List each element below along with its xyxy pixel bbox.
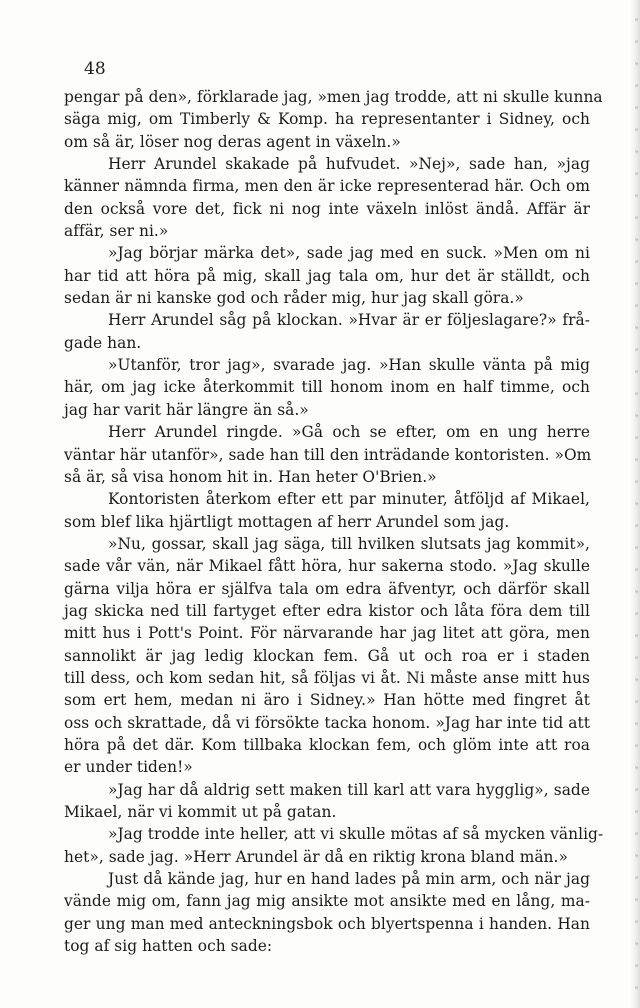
text-line: »Jag har då aldrig sett maken till karl att vara hygglig», sade xyxy=(108,780,590,799)
text-line: Herr Arundel ringde. »Gå och se efter, om en ung herre xyxy=(108,423,590,442)
page-number: 48 xyxy=(84,59,106,79)
text-line: mitt hus i Pott's Point. För närvarande har jag litet att göra, men xyxy=(64,624,590,643)
text-line: sannolikt är jag ledig klockan fem. Gå ut och roa er i staden xyxy=(64,646,590,665)
text-line: »Jag börjar märka det», sade jag med en suck. »Men om ni xyxy=(108,244,590,263)
text-line: jag skicka ned till fartyget efter edra kistor och låta föra dem till xyxy=(64,601,590,620)
text-line: ger ung man med anteckningsbok och blyertspenna i handen. Han xyxy=(64,914,590,933)
text-line: Just då kände jag, hur en hand lades på min arm, och när jag xyxy=(108,870,590,889)
text-line: sedan är ni kanske god och råder mig, hur jag skall göra.» xyxy=(64,289,524,308)
text-line: er under tiden!» xyxy=(64,758,193,777)
text-line: Kontoristen återkom efter ett par minuter, åtföljd af Mikael, xyxy=(108,490,590,509)
text-line: väntar här utanför», sade han till den inträdande kontoristen. »Om xyxy=(64,445,592,464)
text-line: Herr Arundel skakade på hufvudet. »Nej», sade han, »jag xyxy=(108,155,590,174)
body-text xyxy=(64,86,604,957)
text-line: vände mig om, fann jag mig ansikte mot ansikte med en lång, ma- xyxy=(64,892,590,911)
text-line: »Utanför, tror jag», svarade jag. »Han skulle vänta på mig xyxy=(108,356,590,375)
text-line: om så är, löser nog deras agent in växeln.» xyxy=(64,132,401,151)
text-line: gärna vilja höra er själfva tala om edra äfventyr, och därför skall xyxy=(64,579,590,598)
text-line: så är, så visa honom hit in. Han heter O'Brien.» xyxy=(64,467,437,486)
text-line: här, om jag icke återkommit till honom inom en half timme, och xyxy=(64,378,590,397)
text-line: het», sade jag. »Herr Arundel är då en riktig krona bland män.» xyxy=(64,847,568,866)
text-line: känner nämnda firma, men den är icke representerad här. Och om xyxy=(64,177,590,196)
text-line: »Nu, gossar, skall jag säga, till hvilken slutsats jag kommit», xyxy=(108,534,590,553)
text-line: affär, ser ni.» xyxy=(64,222,169,241)
text-line: oss och skrattade, då vi försökte tacka honom. »Jag har inte tid att xyxy=(64,713,590,732)
text-line: sade vår vän, när Mikael fått höra, hur sakerna stodo. »Jag skulle xyxy=(64,557,590,576)
text-line: pengar på den», förklarade jag, »men jag trodde, att ni skulle kunna xyxy=(64,88,603,106)
text-line: har tid att höra på mig, skall jag tala om, hur det är ställdt, och xyxy=(64,266,590,285)
text-line: som ert hem, medan ni äro i Sidney.» Han hötte med fingret åt xyxy=(64,691,590,710)
text-line: Herr Arundel såg på klockan. »Hvar är er följeslagare?» frå- xyxy=(108,311,590,330)
text-line: den också vore det, fick ni nog inte växeln inlöst ändå. Affär är xyxy=(64,199,590,218)
text-line: jag har varit här längre än så.» xyxy=(64,400,309,419)
text-line: tog af sig hatten och sade: xyxy=(64,937,273,956)
text-line: höra på det där. Kom tillbaka klockan fem, och glöm inte att roa xyxy=(64,735,590,754)
text-line: till dess, och kom sedan hit, så följas vi åt. Ni måste anse mitt hus xyxy=(64,668,590,687)
text-line: gade han. xyxy=(64,333,142,352)
page-edge-marks xyxy=(635,0,638,1008)
text-line: som blef lika hjärtligt mottagen af herr Arundel som jag. xyxy=(64,512,510,531)
text-line: Mikael, när vi kommit ut på gatan. xyxy=(64,803,337,821)
text-line: »Jag trodde inte heller, att vi skulle mötas af så mycken vänlig- xyxy=(108,825,604,844)
text-line: säga mig, om Timberly & Komp. ha representanter i Sidney, och xyxy=(64,110,590,129)
